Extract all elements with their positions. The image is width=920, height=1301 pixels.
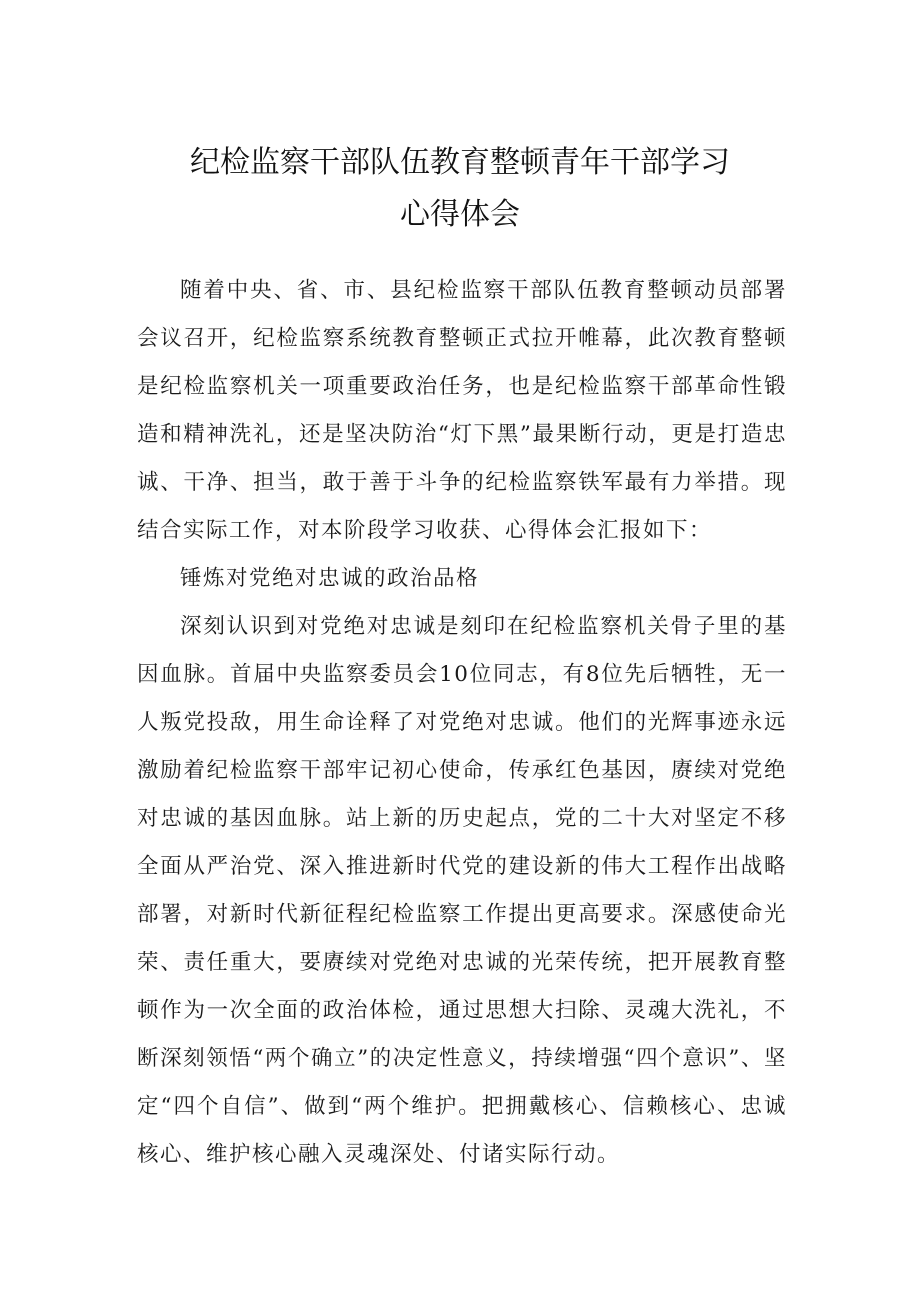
paragraph-loyalty: 深刻认识到对党绝对忠诚是刻印在纪检监察机关骨子里的基因血脉。首届中央监察委员会10位同志，有8位先后牺牲，无一人叛党投敌，用生命诠释了对党绝对忠诚。他们的光辉事迹永远激励着纪检监察干部牢记初心使命，传承红色基因，赓续对党绝对忠诚的基因血脉。站上新的历史起点，党的二十大对坚定不移全面从严治党、深入推进新时代党的建设新的伟大工程作出战略部署，对新时代新征程纪检监察工作提出更高要求。深感使命光荣、责任重大，要赓续对党绝对忠诚的光荣传统，把开展教育整顿作为一次全面的政治体检，通过思想大扫除、灵魂大洗礼，不断深刻领悟“两个确立”的决定性意义，持续增强“四个意识”、坚定“四个自信”、做到“两个维护。把拥戴核心、信赖核心、忠诚核心、维护核心融入灵魂深处、付诸实际行动。 [137,614,787,1167]
document-title-line-1: 纪检监察干部队伍教育整顿青年干部学习 [190,145,730,180]
paragraph-intro: 随着中央、省、市、县纪检监察干部队伍教育整顿动员部署会议召开，纪检监察系统教育整顿正式拉开帷幕，此次教育整顿是纪检监察机关一项重要政治任务，也是纪检监察干部革命性锻造和精神洗礼，还是坚决防治“灯下黑”最果断行动，更是打造忠诚、干净、担当，敢于善于斗争的纪检监察铁军最有力举措。现结合实际工作，对本阶段学习收获、心得体会汇报如下： [137,278,787,543]
document-title-line-2: 心得体会 [400,197,520,232]
document-body [137,267,787,1179]
section-heading: 锤炼对党绝对忠诚的政治品格 [180,566,480,591]
